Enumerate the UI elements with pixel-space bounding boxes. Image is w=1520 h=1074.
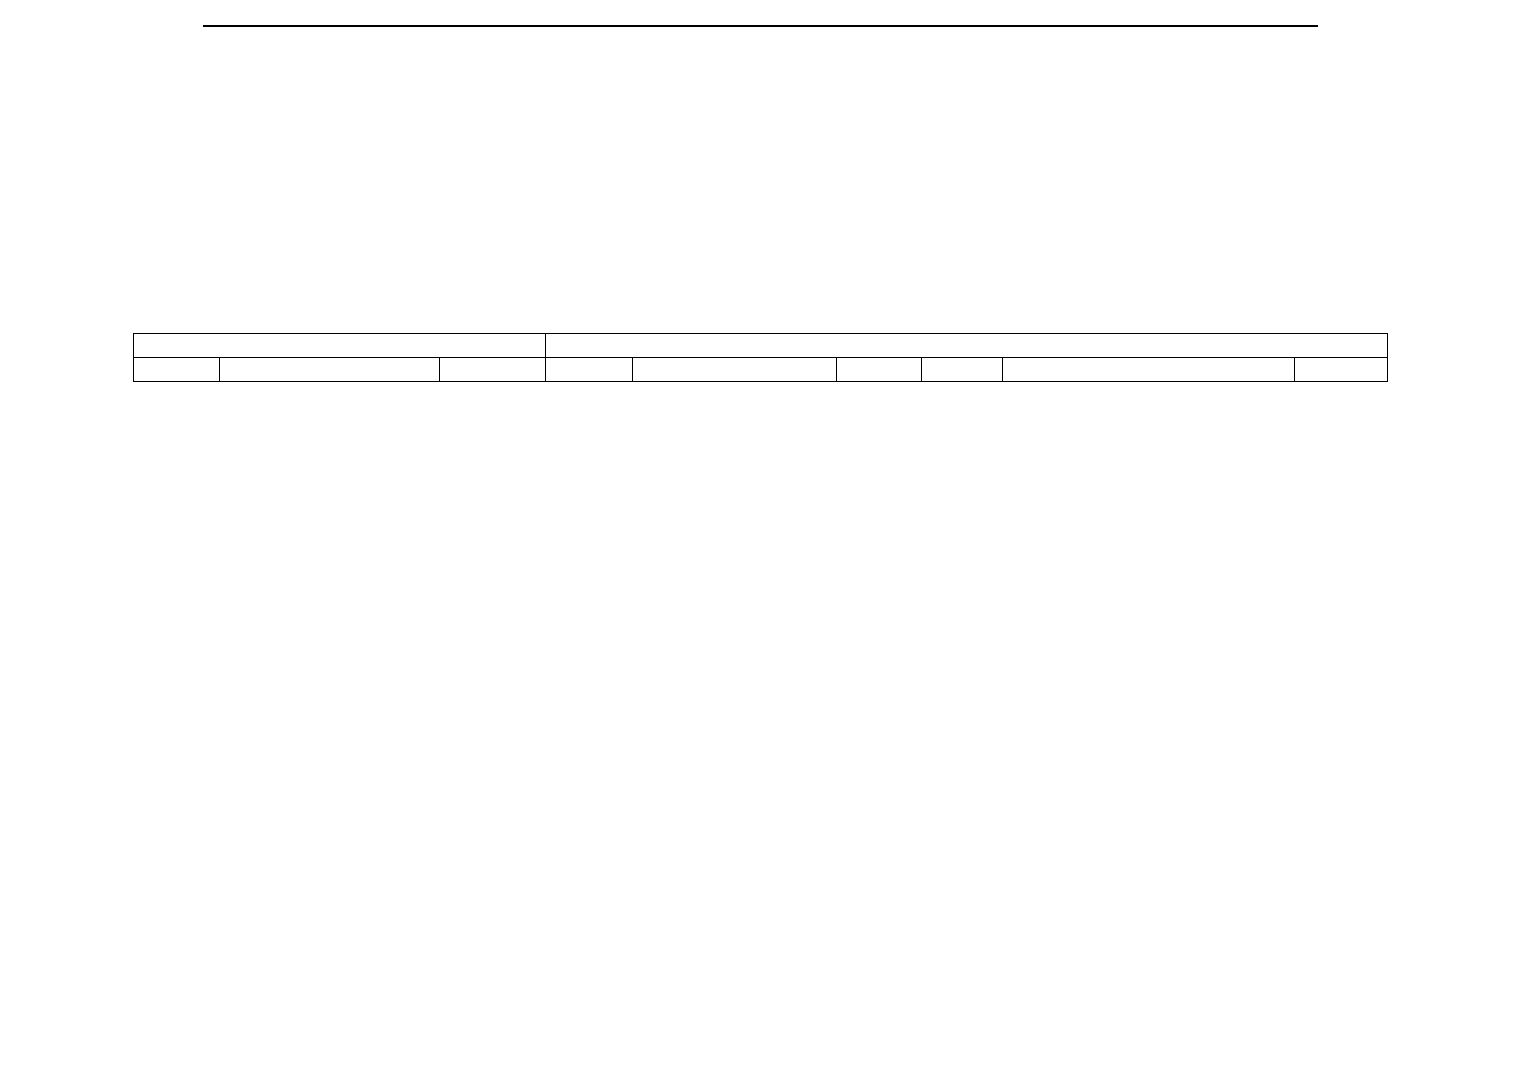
column-header-row	[134, 358, 1388, 382]
col-header	[837, 358, 922, 382]
col-header	[922, 358, 1003, 382]
col-header	[440, 358, 546, 382]
col-header	[134, 358, 220, 382]
group-personnel	[134, 334, 546, 358]
col-header	[1003, 358, 1295, 382]
col-header	[546, 358, 633, 382]
expenditure-table	[133, 333, 1388, 382]
col-header	[1295, 358, 1388, 382]
col-header	[633, 358, 837, 382]
group-public	[546, 334, 1388, 358]
top-rule	[203, 25, 1318, 27]
group-header-row	[134, 334, 1388, 358]
col-header	[220, 358, 440, 382]
